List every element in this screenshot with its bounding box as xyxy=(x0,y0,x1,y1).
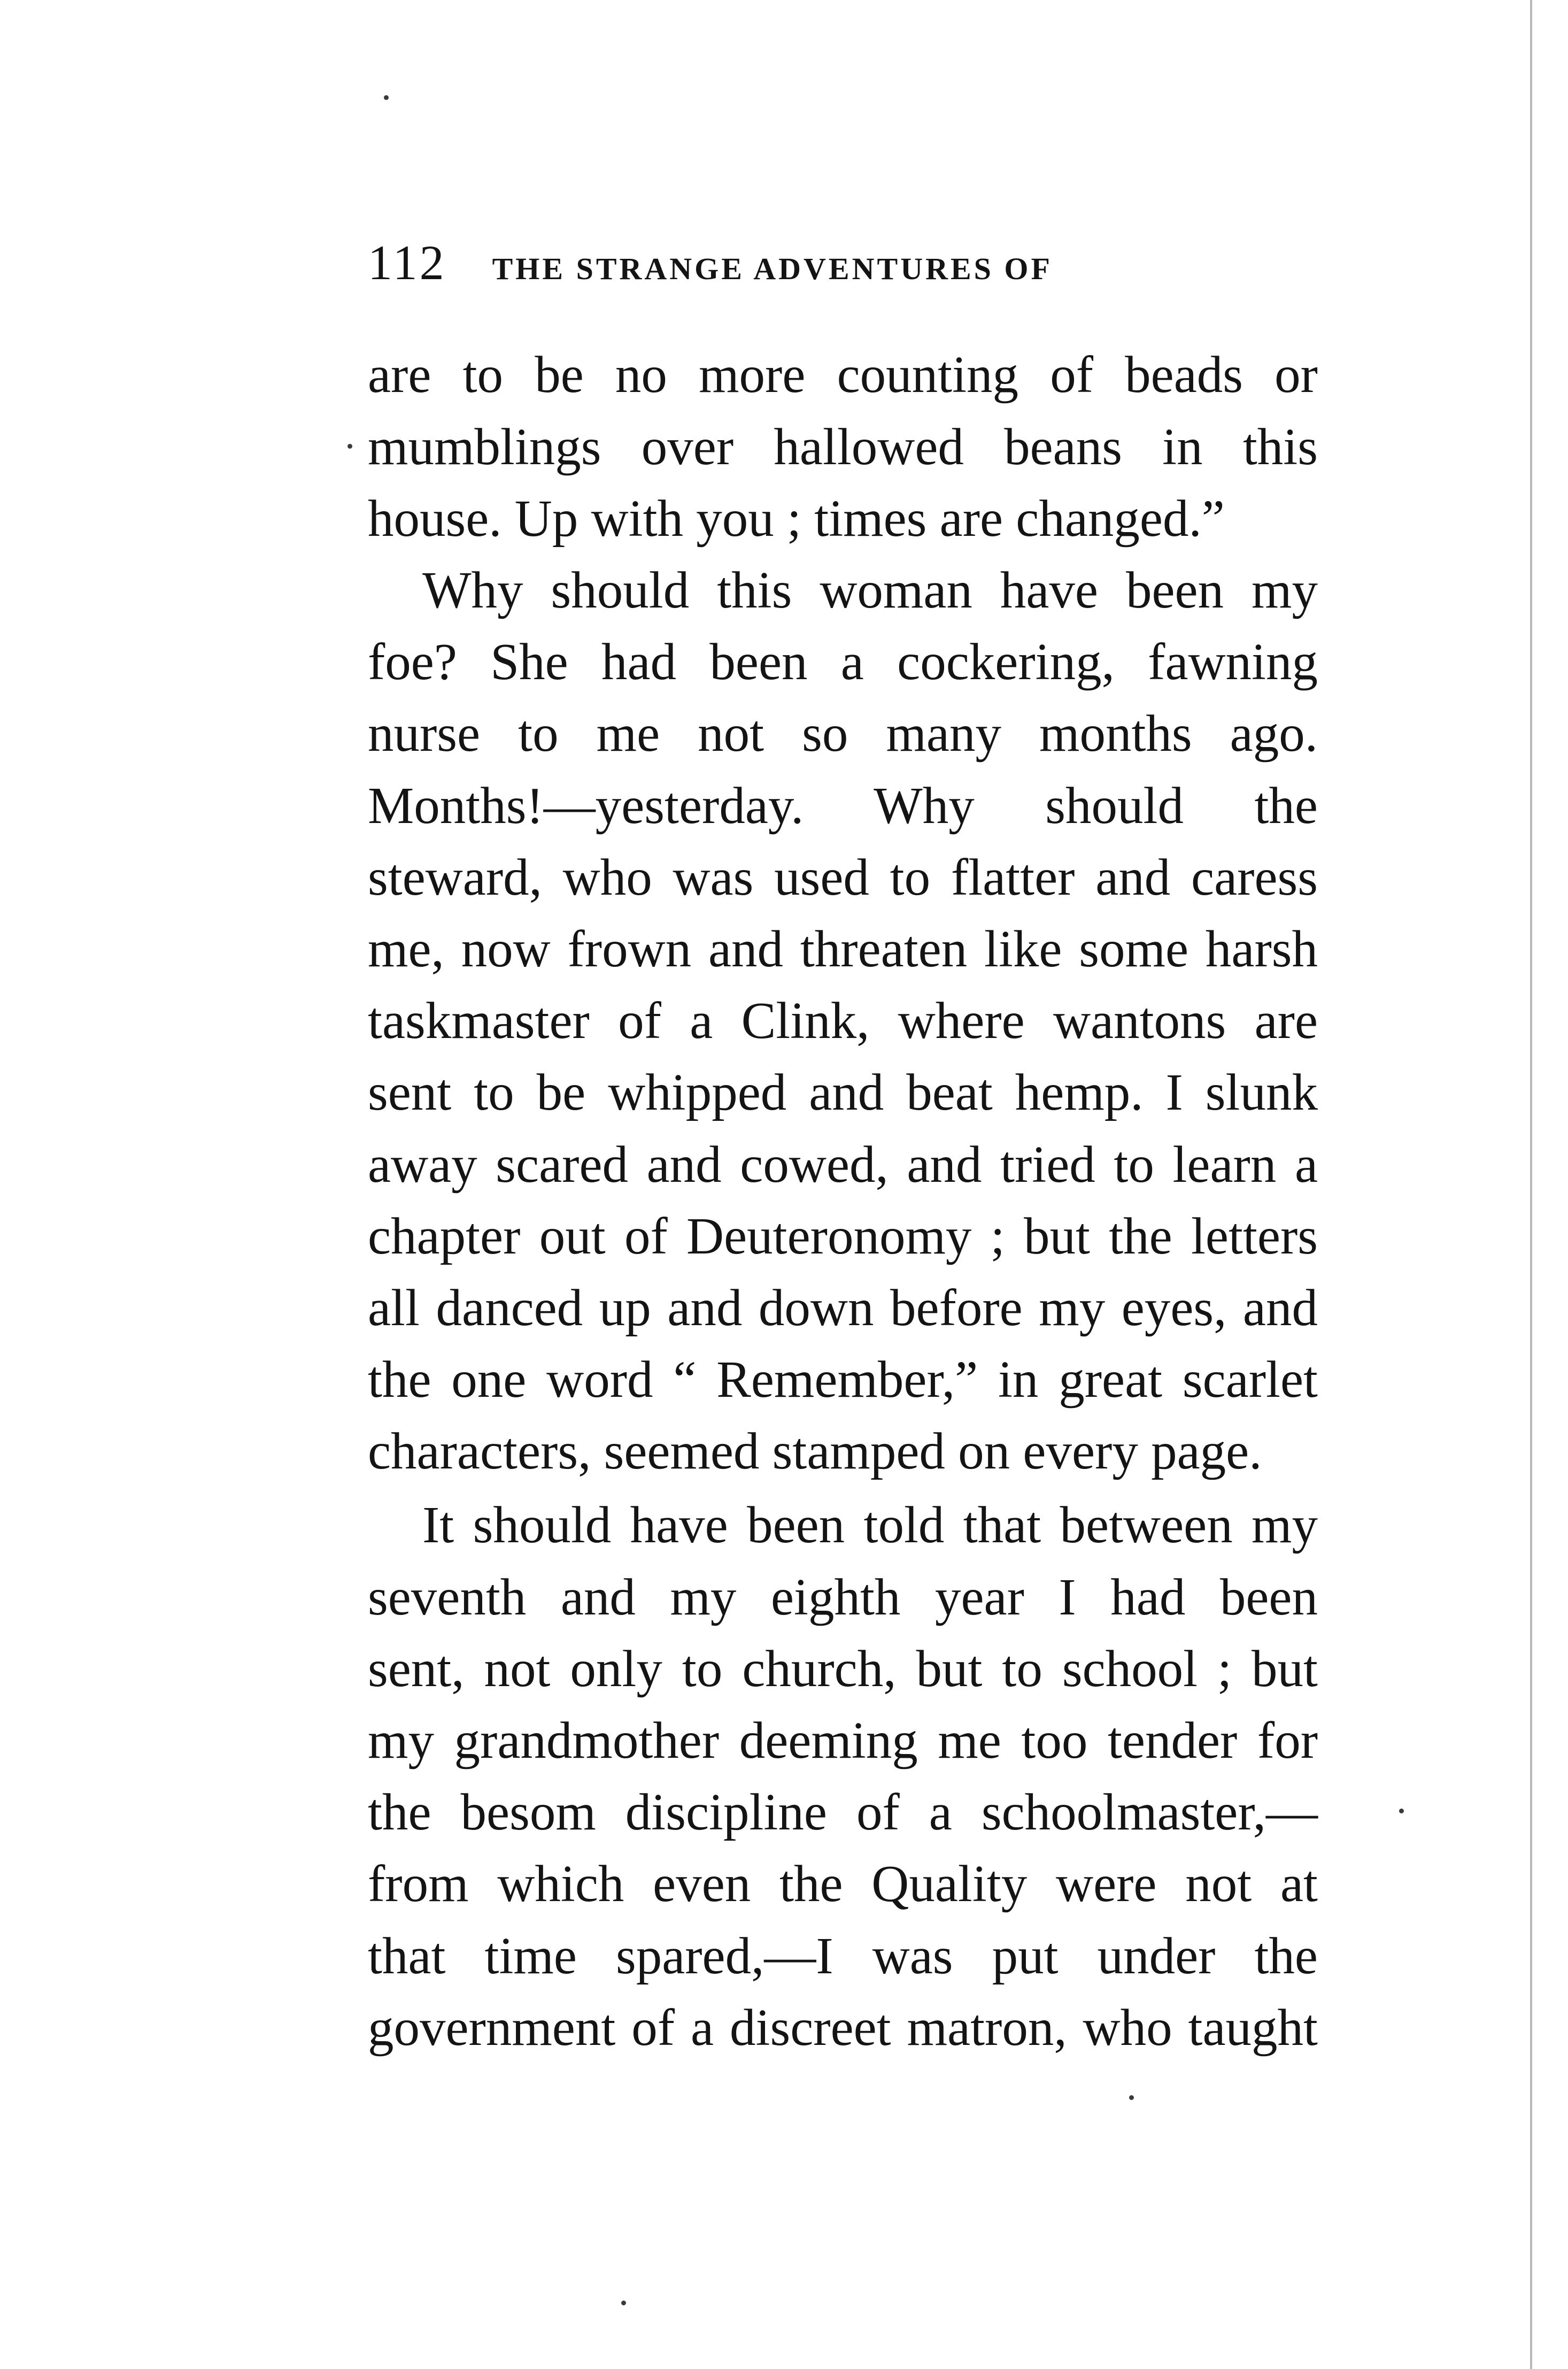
text-line: seventh and my eighth year I had been xyxy=(368,1568,1318,1626)
text-line: are to be no more counting of beads or xyxy=(368,346,1318,403)
scan-speck xyxy=(347,444,352,449)
text-line: government of a discreet matron, who taught xyxy=(368,1999,1318,2056)
text-line: It should have been told that between my xyxy=(422,1496,1318,1553)
text-line: the besom discipline of a schoolmaster,— xyxy=(368,1783,1318,1841)
text-line: house. Up with you ; times are changed.” xyxy=(368,490,1225,547)
text-line: all danced up and down before my eyes, and xyxy=(368,1279,1318,1336)
text-line: Why should this woman have been my xyxy=(422,562,1318,619)
text-line: Months!—yesterday. Why should the xyxy=(368,777,1318,834)
scan-speck xyxy=(1129,2095,1134,2100)
text-line: foe? She had been a cockering, fawning xyxy=(368,633,1318,690)
text-line: mumblings over hallowed beans in this xyxy=(368,418,1318,475)
text-line: taskmaster of a Clink, where wantons are xyxy=(368,992,1318,1049)
page-number: 112 xyxy=(368,235,446,290)
text-line: sent to be whipped and beat hemp. I slunk xyxy=(368,1064,1318,1121)
scan-speck xyxy=(1399,1809,1404,1813)
text-line: the one word “ Remember,” in great scarlet xyxy=(368,1351,1318,1408)
text-line: my grandmother deeming me too tender for xyxy=(368,1712,1318,1769)
text-line: away scared and cowed, and tried to learn a xyxy=(368,1136,1318,1193)
text-line: nurse to me not so many months ago. xyxy=(368,705,1318,762)
text-line: chapter out of Deuteronomy ; but the letters xyxy=(368,1207,1318,1265)
text-line: that time spared,—I was put under the xyxy=(368,1927,1318,1985)
text-line: from which even the Quality were not at xyxy=(368,1855,1318,1912)
running-title: THE STRANGE ADVENTURES OF xyxy=(492,251,1053,286)
text-line: me, now frown and threaten like some harsh xyxy=(368,920,1318,978)
scan-speck xyxy=(384,95,389,100)
scan-edge-rule xyxy=(1530,0,1532,2369)
running-header xyxy=(368,234,1330,309)
text-line: characters, seemed stamped on every page. xyxy=(368,1422,1262,1480)
scan-speck xyxy=(621,2301,626,2305)
text-line: steward, who was used to flatter and caress xyxy=(368,849,1318,906)
text-line: sent, not only to church, but to school ; but xyxy=(368,1640,1318,1697)
